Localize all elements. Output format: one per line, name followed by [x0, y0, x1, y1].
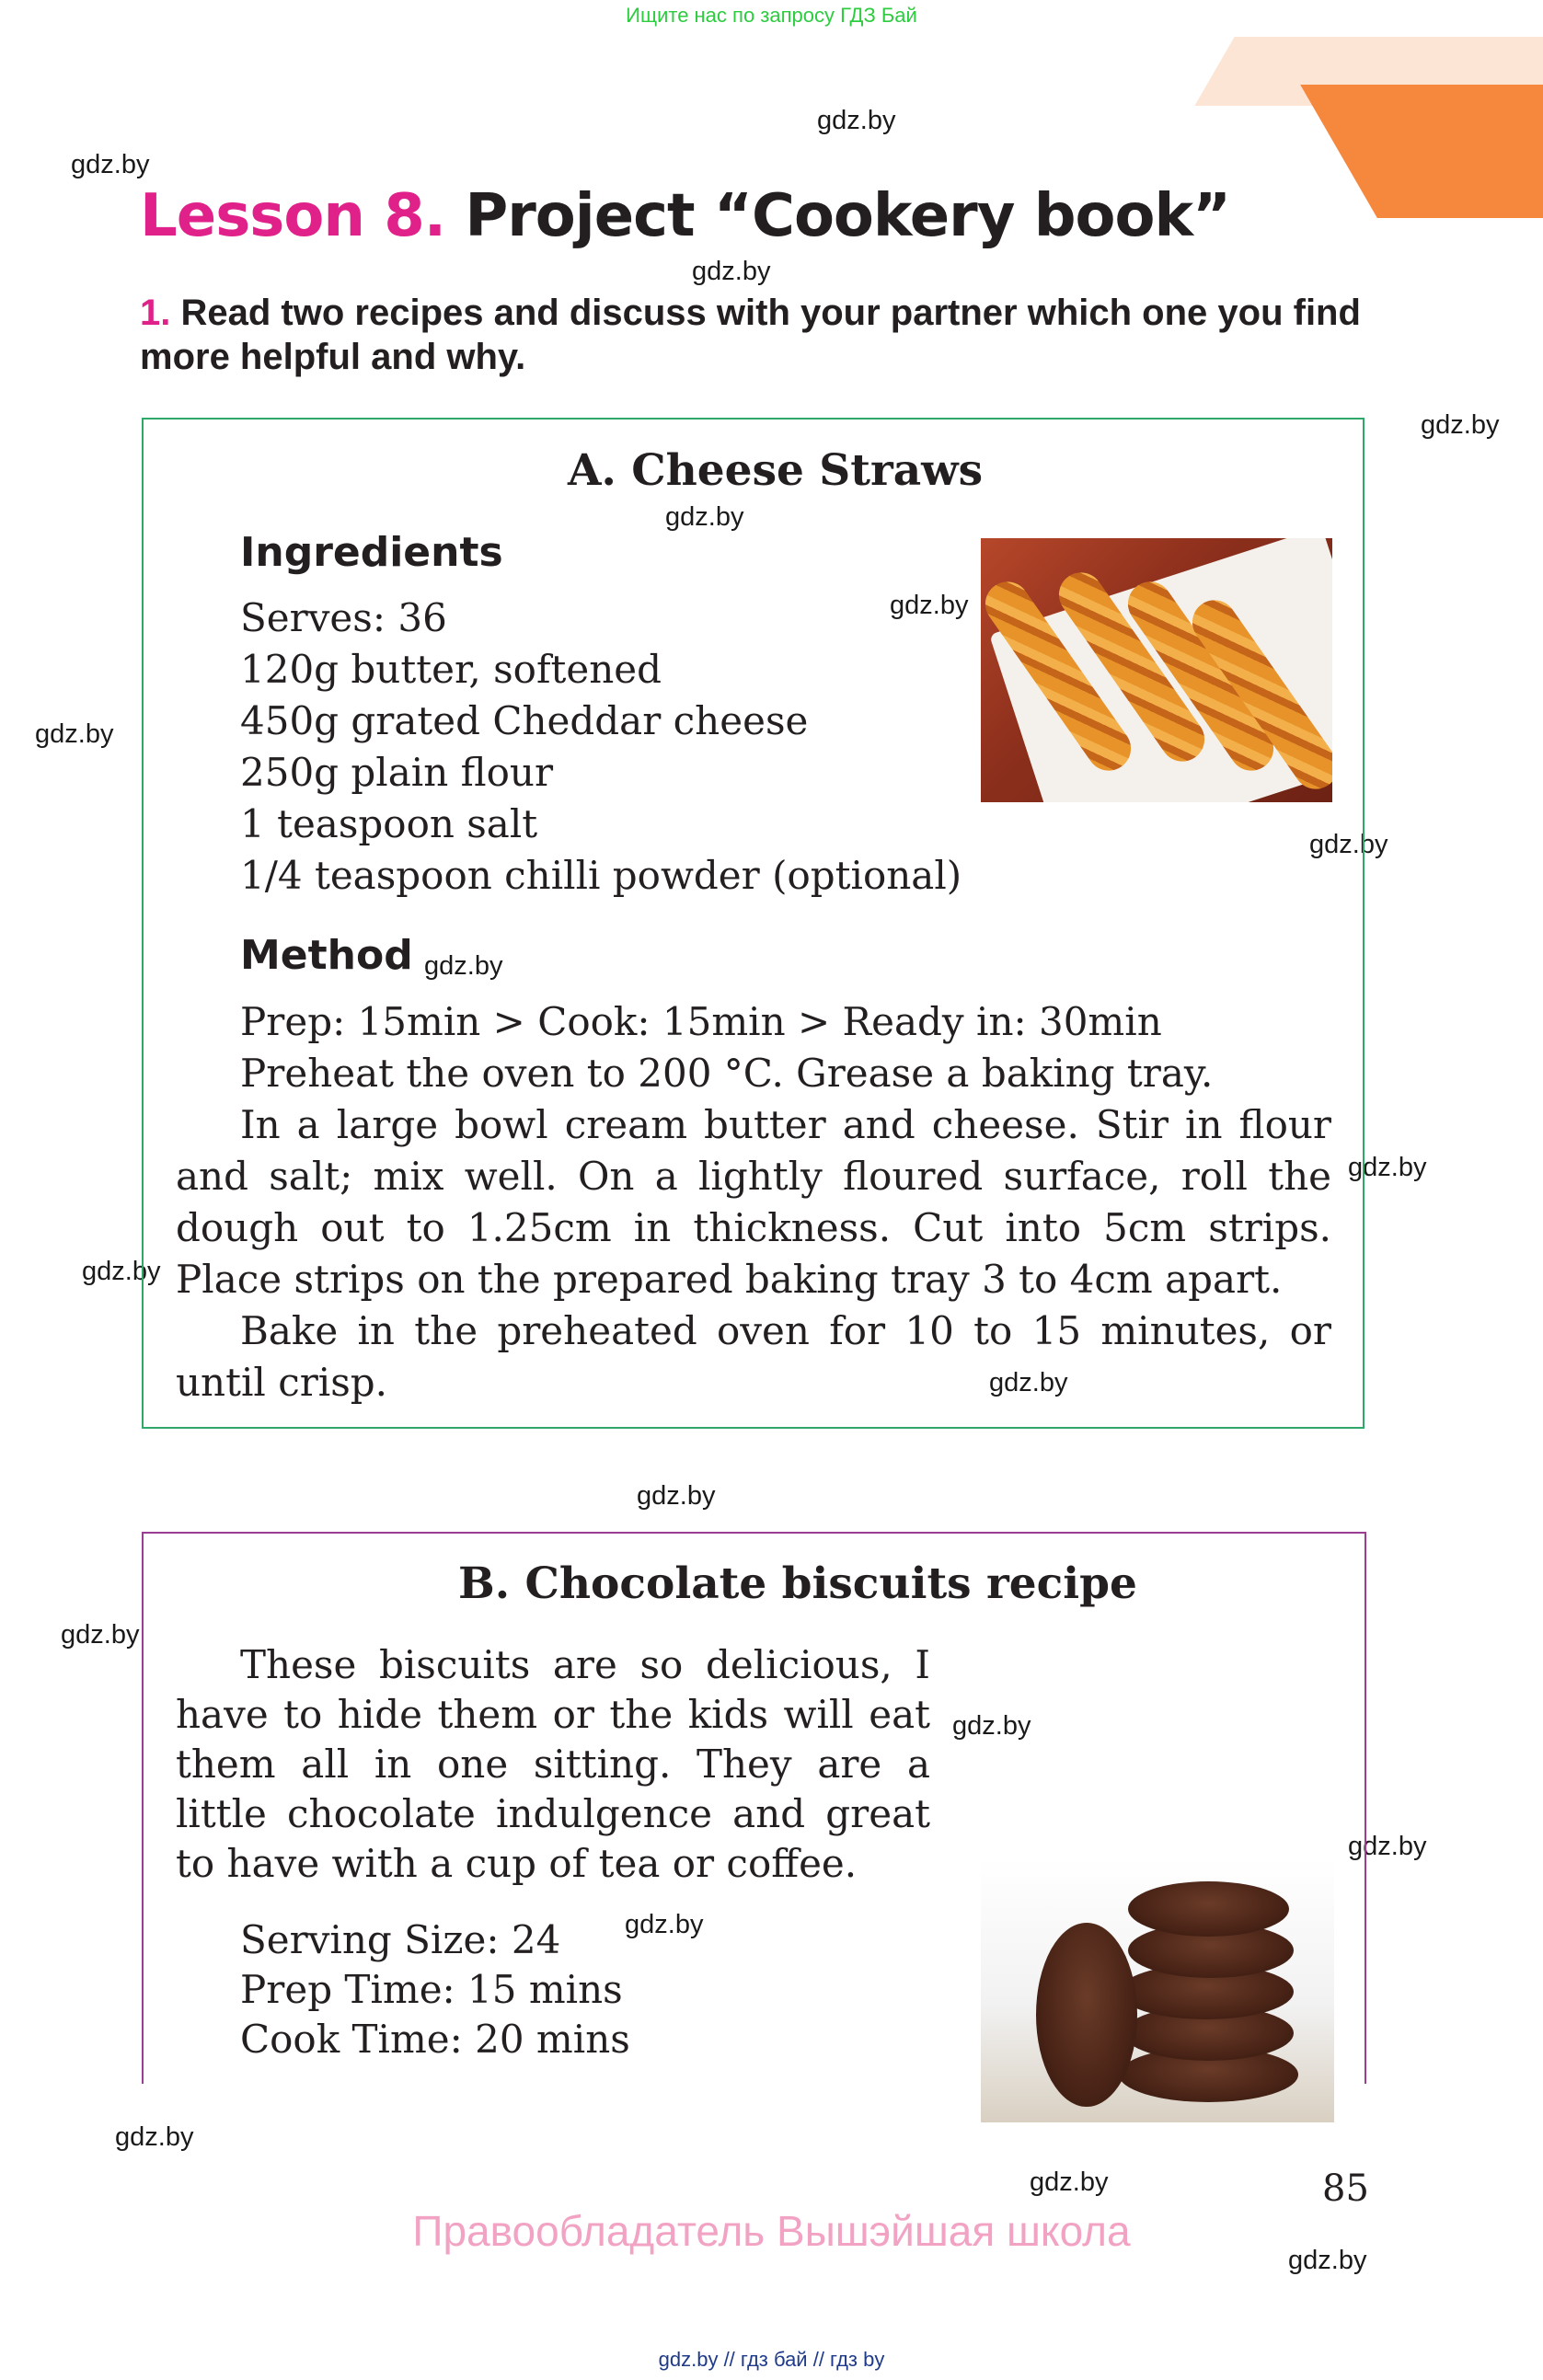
- watermark: gdz.by: [817, 106, 896, 135]
- watermark: gdz.by: [35, 719, 114, 749]
- watermark: gdz.by: [61, 1620, 140, 1650]
- serving-size: Serving Size: 24: [240, 1917, 561, 1962]
- watermark: gdz.by: [989, 1368, 1068, 1397]
- ingredients-heading: Ingredients: [240, 529, 503, 576]
- lesson-label: Lesson 8.: [140, 182, 446, 250]
- ingredient-item: 1 teaspoon salt: [240, 801, 538, 846]
- cook-time: Cook Time: 20 mins: [240, 2017, 630, 2062]
- watermark: gdz.by: [625, 1910, 704, 1939]
- watermark: gdz.by: [71, 150, 150, 179]
- ingredient-item: Serves: 36: [240, 595, 447, 640]
- cookie: [1128, 1881, 1289, 1937]
- watermark: gdz.by: [115, 2122, 194, 2152]
- watermark: gdz.by: [1288, 2246, 1367, 2275]
- watermark: gdz.by: [1030, 2167, 1109, 2197]
- watermark: gdz.by: [1421, 410, 1500, 440]
- recipe-b-title: B. Chocolate biscuits recipe: [458, 1558, 1137, 1609]
- method-step: Bake in the preheated oven for 10 to 15 minutes, or until crisp.: [176, 1308, 1331, 1405]
- watermark: gdz.by: [1348, 1153, 1427, 1182]
- recipe-b-intro: [176, 1640, 930, 1889]
- ingredient-item: 450g grated Cheddar cheese: [240, 698, 809, 743]
- ingredient-item: 120g butter, softened: [240, 647, 662, 692]
- page-number: 85: [1322, 2167, 1369, 2210]
- ingredient-item: 1/4 teaspoon chilli powder (optional): [240, 853, 962, 898]
- watermark: gdz.by: [890, 591, 969, 620]
- task-instruction: [140, 291, 1368, 379]
- method-paragraphs: [176, 1099, 1331, 1408]
- prep-time: Prep Time: 15 mins: [240, 1967, 623, 2012]
- project-title: Project “Cookery book”: [465, 182, 1231, 250]
- cheese-straws-photo: [981, 538, 1332, 802]
- method-lines: [240, 996, 1213, 1099]
- rights-holder: Правообладатель Вышэйшая школа: [412, 2207, 1131, 2255]
- recipe-a-title: A. Cheese Straws: [568, 445, 984, 496]
- watermark: gdz.by: [424, 951, 503, 981]
- task-text: Read two recipes and discuss with your partner which one you find more helpful and why.: [140, 293, 1361, 377]
- watermark: gdz.by: [952, 1711, 1031, 1741]
- watermark: gdz.by: [1309, 830, 1388, 859]
- intro-text: These biscuits are so delicious, I have to hide them or the kids will eat them all in one sitting. They are a little chocolate indulgence and great to have with a cup of tea or coffee.: [176, 1642, 930, 1886]
- recipe-b-details: [240, 1915, 630, 2064]
- method-times: Prep: 15min > Cook: 15min > Ready in: 30min: [240, 999, 1162, 1044]
- ingredients-list: [240, 592, 961, 902]
- top-note: Ищите нас по запросу ГДЗ Бай: [626, 4, 917, 27]
- watermark: gdz.by: [82, 1257, 161, 1286]
- task-number: 1.: [140, 293, 171, 333]
- watermark: gdz.by: [1348, 1832, 1427, 1861]
- cookie: [1036, 1923, 1137, 2107]
- watermark: gdz.by: [637, 1481, 716, 1511]
- watermark: gdz.by: [665, 502, 744, 532]
- footer-links: gdz.by // гдз бай // гдз by: [658, 2348, 885, 2371]
- corner-decoration-orange: [1300, 85, 1543, 218]
- watermark: gdz.by: [692, 257, 771, 286]
- method-heading: Method: [240, 932, 413, 979]
- ingredient-item: 250g plain flour: [240, 750, 554, 795]
- page-title: [140, 182, 1230, 250]
- chocolate-biscuits-photo: [981, 1858, 1334, 2122]
- method-step: In a large bowl cream butter and cheese. Stir in flour and salt; mix well. On a lightly floured surface, roll the dough out to 1.25cm in thickness. Cut into 5cm strips. Place strips on the prepared baking tray 3 to 4cm apart.: [176, 1102, 1331, 1302]
- method-step: Preheat the oven to 200 °C. Grease a baking tray.: [240, 1051, 1214, 1096]
